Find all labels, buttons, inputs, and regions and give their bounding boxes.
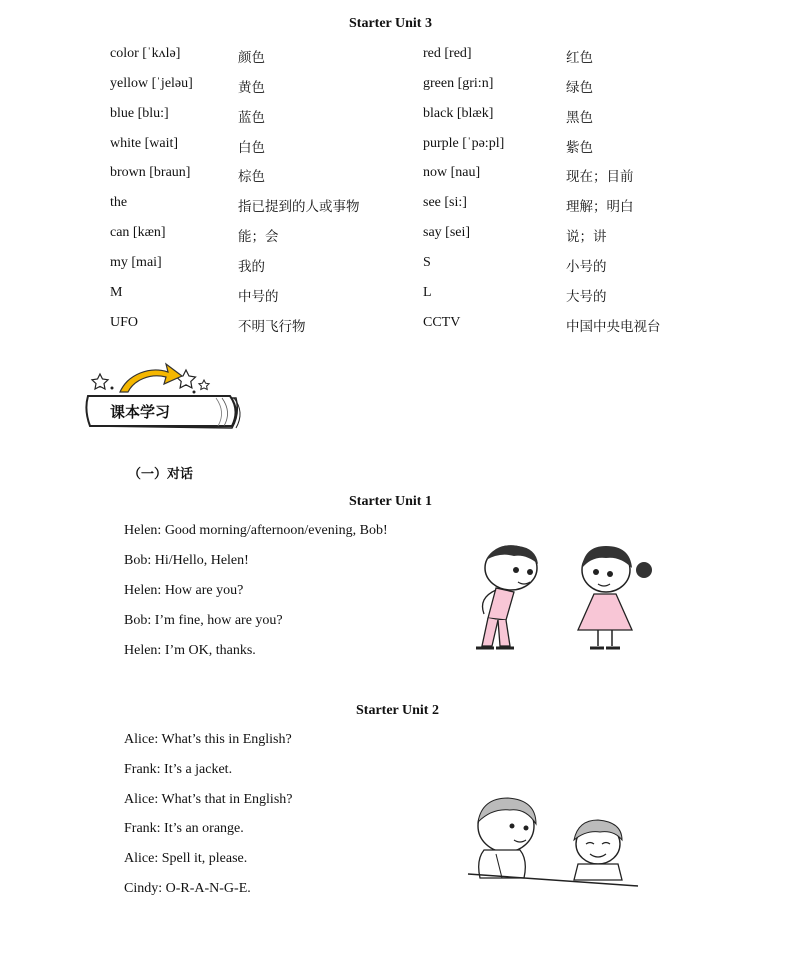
vocab-meaning: 说；讲 [566,229,607,245]
vocab-meaning: 蓝色 [238,110,265,126]
dialogue-line: Alice: Spell it, please. [124,851,248,866]
boy-right-figure [574,820,622,880]
dialogue-line: Bob: Hi/Hello, Helen! [124,553,249,568]
illustration-kids-table [466,794,641,894]
vocab-word: see [si:] [423,195,467,210]
star-icon [199,380,209,390]
vocab-meaning: 棕色 [238,169,265,185]
arrow-icon [120,364,182,392]
dialogue-line: Frank: It’s a jacket. [124,762,233,777]
girl-figure [578,546,652,648]
illustration-greeting [466,538,661,658]
vocab-meaning: 现在；目前 [566,169,634,185]
vocab-word: green [gri:n] [423,76,494,91]
vocab-meaning: 大号的 [566,289,607,305]
vocab-word: purple [ˈpə:pl] [423,136,505,151]
dialogue-line: Cindy: O-R-A-N-G-E. [124,881,251,896]
vocab-word: M [110,285,123,300]
vocab-meaning: 黄色 [238,80,265,96]
dialogue-line: Frank: It’s an orange. [124,821,244,836]
vocab-word: CCTV [423,315,461,330]
vocab-meaning: 小号的 [566,259,607,275]
star-icon [92,374,108,389]
section-heading: （一）对话 [128,467,194,482]
vocab-meaning: 理解；明白 [566,199,634,215]
boy-left-figure [478,798,536,878]
vocab-meaning: 我的 [238,259,265,275]
vocab-meaning: 紫色 [566,140,593,156]
vocab-meaning: 红色 [566,50,593,66]
vocab-meaning: 白色 [238,140,265,156]
vocab-meaning: 黑色 [566,110,593,126]
vocab-meaning: 中国中央电视台 [566,319,661,335]
dialogue-line: Alice: What’s that in English? [124,792,293,807]
unit2-title: Starter Unit 2 [356,703,439,718]
vocab-word: black [blæk] [423,106,494,121]
vocab-word: L [423,285,432,300]
vocab-word: blue [blu:] [110,106,169,121]
vocab-word: say [sei] [423,225,471,240]
vocab-word: now [nau] [423,165,481,180]
unit1-title: Starter Unit 1 [349,494,432,509]
boy-figure [476,545,538,648]
banner-label: 课本学习 [110,403,171,421]
vocab-word: UFO [110,315,139,330]
vocab-word: S [423,255,431,270]
vocab-meaning: 能；会 [238,229,279,245]
unit3-title: Starter Unit 3 [349,16,432,31]
vocab-word: my [mai] [110,255,162,270]
section-banner [82,358,247,432]
vocab-word: brown [braun] [110,165,191,180]
vocab-word: yellow [ˈjeləu] [110,76,193,91]
vocab-word: color [ˈkʌlə] [110,46,181,61]
dialogue-line: Alice: What’s this in English? [124,732,292,747]
vocab-word: red [red] [423,46,472,61]
star-icon [177,370,196,388]
vocab-word: white [wait] [110,136,179,151]
vocab-word: can [kæn] [110,225,166,240]
vocab-meaning: 指已提到的人或事物 [238,199,360,215]
vocab-word: the [110,195,128,210]
dialogue-line: Helen: I’m OK, thanks. [124,643,256,658]
dialogue-line: Bob: I’m fine, how are you? [124,613,283,628]
vocab-meaning: 不明飞行物 [238,319,306,335]
dialogue-line: Helen: Good morning/afternoon/evening, Bob! [124,523,388,538]
vocab-meaning: 颜色 [238,50,265,66]
dialogue-line: Helen: How are you? [124,583,244,598]
vocab-meaning: 绿色 [566,80,593,96]
vocab-meaning: 中号的 [238,289,279,305]
